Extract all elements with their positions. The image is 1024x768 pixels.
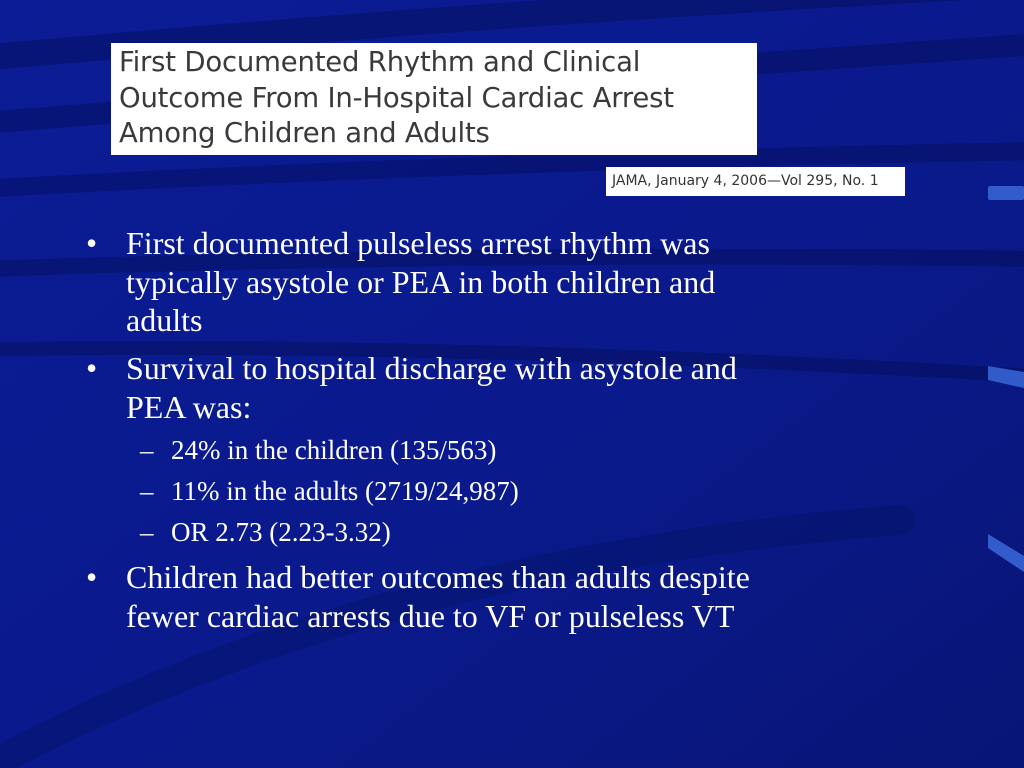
sub-bullet-marker: – xyxy=(140,435,154,465)
bullet-line: adults xyxy=(126,302,203,338)
article-title-line: First Documented Rhythm and Clinical xyxy=(119,46,641,78)
journal-citation: JAMA, January 4, 2006—Vol 295, No. 1 xyxy=(606,167,905,196)
bullet-marker: • xyxy=(86,559,98,595)
bullet-item xyxy=(86,558,916,635)
bullet-line: Children had better outcomes than adults despite xyxy=(126,559,750,595)
bullet-line: Survival to hospital discharge with asystole and xyxy=(126,350,737,386)
bullet-marker: • xyxy=(86,350,98,386)
sub-bullet-text: 11% in the adults (2719/24,987) xyxy=(171,476,519,506)
bullet-item xyxy=(86,349,916,426)
bullet-text xyxy=(126,349,916,426)
bullet-line: fewer cardiac arrests due to VF or pulseless VT xyxy=(126,597,735,634)
bullet-line: PEA was: xyxy=(126,388,252,425)
bullet-line: typically asystole or PEA in both children and xyxy=(126,263,716,300)
article-title-line: Outcome From In-Hospital Cardiac Arrest xyxy=(119,81,674,114)
bullet-item xyxy=(86,224,916,340)
sub-bullet-marker: – xyxy=(140,517,154,547)
sub-bullet-text: OR 2.73 (2.23-3.32) xyxy=(171,517,391,547)
sub-bullet-item xyxy=(140,475,519,507)
sub-bullet-marker: – xyxy=(140,476,154,506)
sub-bullet-item xyxy=(140,516,391,548)
bullet-text xyxy=(126,558,916,635)
article-title-line: Among Children and Adults xyxy=(119,117,490,149)
bullet-text xyxy=(126,224,916,340)
sub-bullet-item xyxy=(140,434,496,466)
bullet-marker: • xyxy=(86,225,98,261)
sub-bullet-text: 24% in the children (135/563) xyxy=(171,435,497,465)
bullet-line: First documented pulseless arrest rhythm was xyxy=(126,225,710,261)
